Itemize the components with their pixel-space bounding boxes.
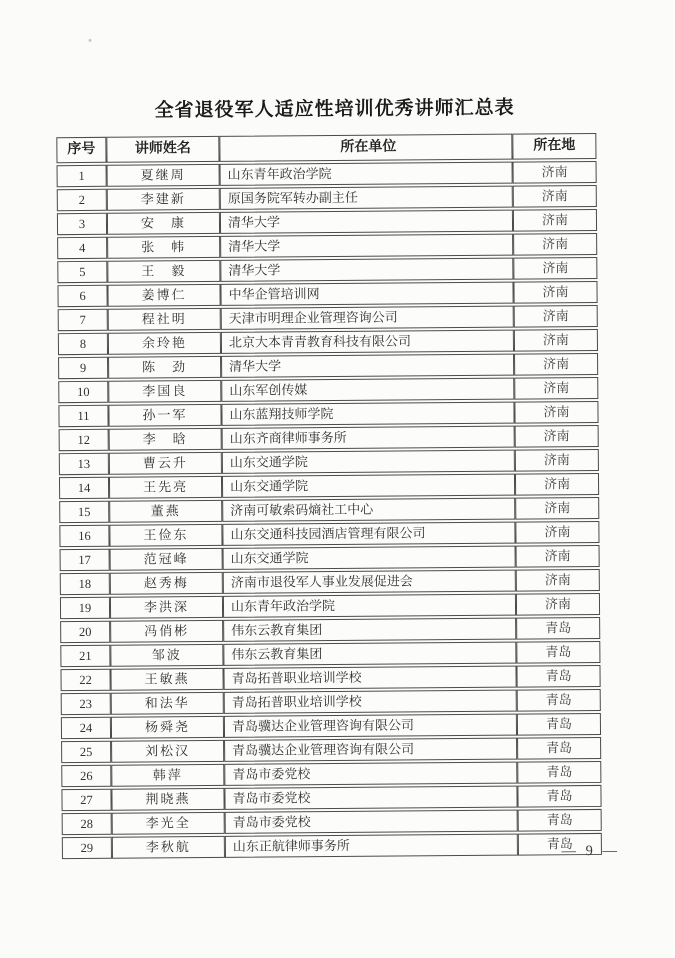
page-number: — 9 — [561, 842, 620, 860]
lecturer-name-cell: 李秋航 [112, 836, 225, 859]
unit-cell: 山东青年政治学院 [220, 162, 513, 186]
lecturer-name-cell: 张 帏 [107, 236, 220, 259]
table-row [58, 401, 598, 427]
lecturer-name-cell: 杨舜尧 [111, 716, 224, 739]
unit-cell: 山东正航律师事务所 [225, 834, 518, 858]
location-cell: 青岛 [516, 665, 600, 688]
row-index-cell: 18 [60, 573, 110, 595]
lecturer-name-cell: 王敏燕 [110, 668, 223, 691]
row-index-cell: 3 [57, 213, 107, 235]
table-row [62, 809, 602, 835]
table-header-row [56, 133, 596, 163]
row-index-cell: 26 [61, 765, 111, 787]
unit-cell: 青岛骥达企业管理咨询有限公司 [224, 714, 517, 738]
table-row [60, 617, 600, 643]
row-index-cell: 6 [57, 285, 107, 307]
row-index-cell: 23 [61, 693, 111, 715]
row-index-cell: 13 [59, 453, 109, 475]
unit-cell: 山东齐商律师事务所 [222, 426, 515, 450]
unit-cell: 青岛市委党校 [225, 810, 518, 834]
table-row [58, 353, 598, 379]
location-cell: 济南 [515, 521, 599, 544]
location-cell: 济南 [513, 257, 597, 280]
unit-cell: 济南可敏索码熵社工中心 [222, 498, 515, 522]
table-row [58, 305, 598, 331]
table-row [61, 689, 601, 715]
page-title: 全省退役军人适应性培训优秀讲师汇总表 [154, 97, 515, 122]
location-cell: 济南 [513, 185, 597, 208]
table-row [57, 281, 597, 307]
row-index-cell: 17 [60, 549, 110, 571]
lecturer-name-cell: 李建新 [107, 188, 220, 211]
header-location: 所在地 [512, 133, 596, 160]
row-index-cell: 24 [61, 717, 111, 739]
unit-cell: 北京大本青青教育科技有限公司 [221, 330, 514, 354]
location-cell: 济南 [513, 281, 597, 304]
location-cell: 济南 [516, 545, 600, 568]
location-cell: 济南 [513, 161, 597, 184]
unit-cell: 山东蓝翔技师学院 [221, 402, 514, 426]
location-cell: 济南 [515, 473, 599, 496]
unit-cell: 清华大学 [220, 258, 513, 282]
location-cell: 济南 [515, 425, 599, 448]
lecturer-name-cell: 姜博仁 [107, 284, 220, 307]
row-index-cell: 20 [60, 621, 110, 643]
row-index-cell: 10 [58, 381, 108, 403]
table-row [62, 833, 602, 859]
unit-cell: 山东青年政治学院 [223, 594, 516, 618]
unit-cell: 青岛市委党校 [224, 786, 517, 810]
lecturer-name-cell: 李国良 [108, 380, 221, 403]
lecturer-name-cell: 曹云升 [109, 452, 222, 475]
location-cell: 青岛 [517, 713, 601, 736]
lecturer-name-cell: 王先亮 [109, 476, 222, 499]
table-row [57, 257, 597, 283]
row-index-cell: 21 [60, 645, 110, 667]
location-cell: 青岛 [518, 833, 602, 856]
unit-cell: 伟东云教育集团 [223, 642, 516, 666]
unit-cell: 山东交通学院 [222, 450, 515, 474]
lecturer-name-cell: 赵秀梅 [110, 572, 223, 595]
lecturer-name-cell: 李光全 [112, 812, 225, 835]
table-row [57, 209, 597, 235]
unit-cell: 清华大学 [220, 234, 513, 258]
location-cell: 济南 [515, 449, 599, 472]
row-index-cell: 8 [58, 333, 108, 355]
table-row [57, 233, 597, 259]
location-cell: 济南 [514, 353, 598, 376]
lecturer-name-cell: 和法华 [111, 692, 224, 715]
lecturer-name-cell: 孙一军 [108, 404, 221, 427]
unit-cell: 青岛拓普职业培训学校 [224, 690, 517, 714]
unit-cell: 原国务院军转办副主任 [220, 186, 513, 210]
location-cell: 济南 [514, 329, 598, 352]
scan-artifact-speck [89, 39, 92, 42]
lecturer-name-cell: 韩萍 [111, 764, 224, 787]
row-index-cell: 19 [60, 597, 110, 619]
location-cell: 济南 [516, 593, 600, 616]
lecturer-name-cell: 李洪深 [110, 596, 223, 619]
location-cell: 青岛 [516, 617, 600, 640]
unit-cell: 山东交通学院 [223, 546, 516, 570]
row-index-cell: 29 [62, 837, 112, 859]
location-cell: 济南 [514, 305, 598, 328]
table-row [58, 329, 598, 355]
lecturer-name-cell: 程社明 [108, 308, 221, 331]
row-index-cell: 5 [57, 261, 107, 283]
table-row [60, 641, 600, 667]
unit-cell: 清华大学 [220, 210, 513, 234]
table-row [61, 761, 601, 787]
location-cell: 济南 [514, 401, 598, 424]
location-cell: 青岛 [517, 785, 601, 808]
header-lecturer-name: 讲师姓名 [106, 136, 219, 163]
unit-cell: 伟东云教育集团 [223, 618, 516, 642]
row-index-cell: 28 [62, 813, 112, 835]
row-index-cell: 9 [58, 357, 108, 379]
lecturer-name-cell: 余玲艳 [108, 332, 221, 355]
table-row [61, 713, 601, 739]
lecturer-name-cell: 王 毅 [107, 260, 220, 283]
lecturer-name-cell: 安 康 [107, 212, 220, 235]
location-cell: 青岛 [518, 809, 602, 832]
location-cell: 济南 [515, 497, 599, 520]
row-index-cell: 27 [61, 789, 111, 811]
row-index-cell: 11 [58, 405, 108, 427]
header-unit: 所在单位 [219, 134, 512, 162]
table-row [59, 521, 599, 547]
location-cell: 青岛 [517, 689, 601, 712]
unit-cell: 山东交通学院 [222, 474, 515, 498]
unit-cell: 清华大学 [221, 354, 514, 378]
lecturer-name-cell: 董燕 [109, 500, 222, 523]
lecturer-name-cell: 王俭东 [109, 524, 222, 547]
table-row [60, 569, 600, 595]
row-index-cell: 4 [57, 237, 107, 259]
location-cell: 济南 [514, 377, 598, 400]
unit-cell: 天津市明理企业管理咨询公司 [221, 306, 514, 330]
table-row [60, 545, 600, 571]
unit-cell: 青岛拓普职业培训学校 [223, 666, 516, 690]
location-cell: 青岛 [517, 737, 601, 760]
header-index: 序号 [56, 137, 106, 163]
row-index-cell: 25 [61, 741, 111, 763]
lecturer-name-cell: 刘松汉 [111, 740, 224, 763]
table-row [60, 593, 600, 619]
location-cell: 济南 [513, 209, 597, 232]
lecturer-name-cell: 李 晗 [109, 428, 222, 451]
location-cell: 济南 [516, 569, 600, 592]
row-index-cell: 1 [57, 165, 107, 187]
row-index-cell: 16 [59, 525, 109, 547]
unit-cell: 中华企管培训网 [220, 282, 513, 306]
table-row [61, 785, 601, 811]
row-index-cell: 12 [59, 429, 109, 451]
unit-cell: 山东交通科技园酒店管理有限公司 [222, 522, 515, 546]
lecturer-table [56, 131, 602, 861]
location-cell: 青岛 [516, 641, 600, 664]
row-index-cell: 22 [60, 669, 110, 691]
lecturer-name-cell: 邹波 [110, 644, 223, 667]
lecturer-name-cell: 陈 劲 [108, 356, 221, 379]
lecturer-table-body [57, 161, 602, 859]
row-index-cell: 2 [57, 189, 107, 211]
lecturer-name-cell: 荆晓燕 [111, 788, 224, 811]
row-index-cell: 15 [59, 501, 109, 523]
table-row [60, 665, 600, 691]
table-row [58, 377, 598, 403]
table-row [59, 449, 599, 475]
location-cell: 青岛 [517, 761, 601, 784]
table-row [61, 737, 601, 763]
table-row [59, 425, 599, 451]
table-row [57, 161, 597, 187]
lecturer-name-cell: 范冠峰 [110, 548, 223, 571]
table-row [59, 473, 599, 499]
lecturer-name-cell: 夏继周 [107, 164, 220, 187]
lecturer-name-cell: 冯俏彬 [110, 620, 223, 643]
location-cell: 济南 [513, 233, 597, 256]
unit-cell: 青岛骥达企业管理咨询有限公司 [224, 738, 517, 762]
unit-cell: 山东军创传媒 [221, 378, 514, 402]
row-index-cell: 14 [59, 477, 109, 499]
table-row [59, 497, 599, 523]
row-index-cell: 7 [58, 309, 108, 331]
table-row [57, 185, 597, 211]
unit-cell: 济南市退役军人事业发展促进会 [223, 570, 516, 594]
unit-cell: 青岛市委党校 [224, 762, 517, 786]
